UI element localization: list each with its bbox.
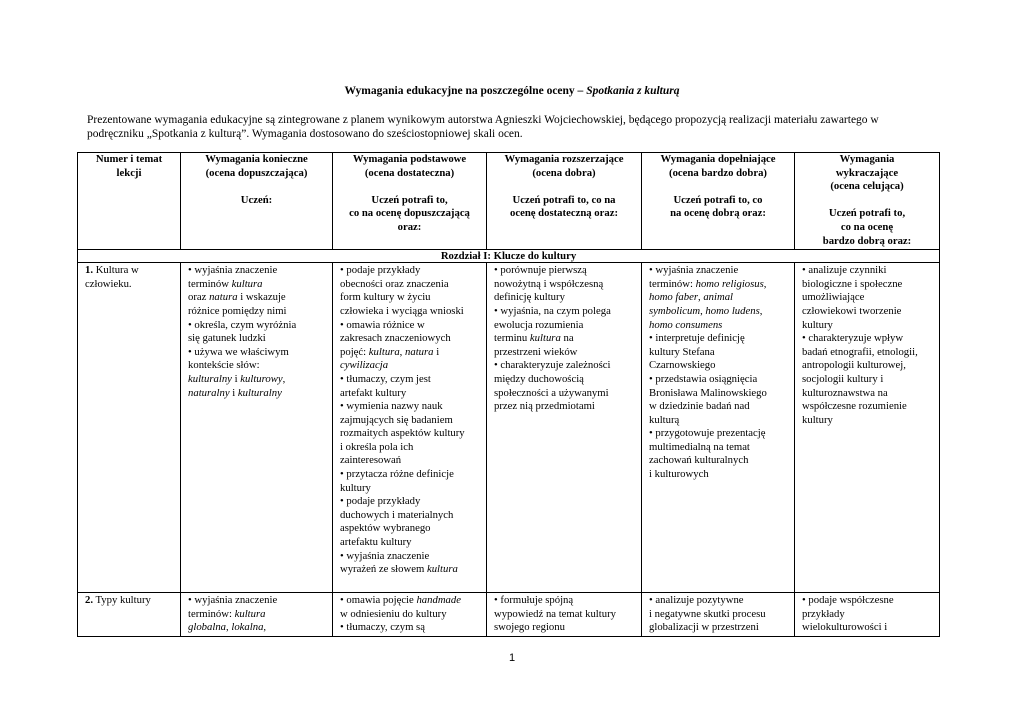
- header-line: co na ocenę: [840, 220, 894, 233]
- extended-cell: [487, 263, 642, 593]
- header-line: (ocena dobra): [532, 166, 596, 179]
- header-exceeding: [795, 153, 940, 250]
- cell-line: przykłady: [802, 607, 845, 620]
- cell-line: oraz natura i wskazuje: [188, 291, 286, 304]
- cell-line: • wyjaśnia znaczenie: [188, 594, 278, 607]
- header-line: [188, 180, 325, 194]
- header-line: [494, 180, 634, 194]
- complementary-cell: [642, 263, 795, 593]
- cell-line: • podaje współczesne: [802, 594, 894, 607]
- cell-line: • tłumaczy, czym jest: [340, 372, 431, 385]
- cell-line: ewolucja rozumienia: [494, 318, 584, 331]
- header-line: bardzo dobrą oraz:: [822, 234, 912, 247]
- term-italic: homo ludens: [705, 304, 760, 317]
- cell-line: człowiekowi tworzenie: [802, 304, 902, 317]
- cell-line: społeczności a używanymi: [494, 386, 609, 399]
- cell-line: • przygotowuje prezentację: [649, 427, 766, 440]
- term-italic: symbolicum: [649, 304, 701, 317]
- cell-line: • analizuje pozytywne: [649, 594, 744, 607]
- cell-line: przez nią przedmiotami: [494, 400, 595, 413]
- cell-line: zainteresowań: [340, 454, 402, 467]
- cell-line: wyrażeń ze słowem kultura: [340, 563, 458, 576]
- cell-line: i określa pola ich: [340, 440, 414, 453]
- cell-line: się gatunek ludzki: [188, 332, 266, 345]
- cell-line: definicję kultury: [494, 291, 565, 304]
- header-line: Wymagania dopełniające: [660, 153, 776, 165]
- section-title: Rozdział I: Klucze do kultury: [78, 250, 940, 263]
- term-italic: kulturalny: [237, 386, 282, 399]
- header-line: [649, 180, 787, 194]
- term-italic: homo consumens: [649, 318, 723, 331]
- cell-line: swojego regionu: [494, 621, 565, 634]
- term-italic: handmade: [416, 594, 461, 607]
- topic-number: 2.: [85, 594, 94, 607]
- intro-line: podręczniku „Spotkania z kulturą”. Wymagania dostosowano do sześciostopniowej skali ocen.: [87, 128, 523, 140]
- cell-line: różnice pomiędzy nimi: [188, 304, 287, 317]
- basic-cell: [333, 593, 487, 637]
- cell-line: zachowań kulturalnych: [649, 454, 749, 467]
- exceeding-cell: [795, 263, 940, 593]
- cell-line: między duchowością: [494, 372, 584, 385]
- cell-line: biologiczne i społeczne: [802, 277, 903, 290]
- term-italic: animal: [703, 291, 734, 304]
- term-italic: lokalna: [231, 621, 264, 634]
- cell-line: homo faber, animal: [649, 291, 734, 304]
- cell-line: • porównuje pierwszą: [494, 264, 587, 277]
- topic-title: Typy kultury: [93, 594, 151, 607]
- term-italic: kultura: [234, 607, 266, 620]
- extended-cell: [487, 593, 642, 637]
- cell-line: symbolicum, homo ludens,: [649, 304, 763, 317]
- table-row: [78, 593, 940, 637]
- cell-line: • podaje przykłady: [340, 495, 421, 508]
- cell-line: • wyjaśnia znaczenie: [188, 264, 278, 277]
- header-line: Wymagania: [839, 153, 895, 165]
- cell-line: • przytacza różne definicje: [340, 468, 454, 481]
- cell-line: przestrzeni wieków: [494, 345, 578, 358]
- cell-line: [340, 359, 479, 373]
- exceeding-cell: [795, 593, 940, 637]
- cell-line: Czarnowskiego: [649, 359, 716, 372]
- cell-line: artefaktu kultury: [340, 536, 412, 549]
- cell-line: kultury: [340, 481, 371, 494]
- cell-line: umożliwiające: [802, 291, 865, 304]
- header-line: (ocena celująca): [830, 180, 904, 193]
- cell-line: globalizacji w przestrzeni: [649, 621, 759, 634]
- term-italic: cywilizacja: [340, 359, 389, 372]
- cell-line: badań etnografii, etnologii,: [802, 345, 918, 358]
- page-number: 1: [508, 652, 516, 664]
- header-line: (ocena dopuszczająca): [205, 166, 308, 179]
- required-cell: [181, 593, 333, 637]
- cell-line: • przedstawia osiągnięcia: [649, 372, 758, 385]
- cell-line: nowożytną i współczesną: [494, 277, 604, 290]
- term-italic: natura: [209, 291, 238, 304]
- cell-line: naturalny i kulturalny: [188, 386, 282, 399]
- header-extended: [487, 153, 642, 250]
- required-cell: [181, 263, 333, 593]
- topic-cell: [78, 593, 181, 637]
- header-line: [340, 180, 479, 194]
- cell-line: i kulturowych: [649, 468, 709, 481]
- topic-title-continued: człowieku.: [85, 277, 132, 290]
- cell-line: socjologii kultury i: [802, 372, 884, 385]
- header-line: Uczeń potrafi to,: [828, 207, 906, 220]
- term-italic: homo religiosus: [695, 277, 764, 290]
- term-italic: globalna: [188, 621, 227, 634]
- cell-line: zakresach znaczeniowych: [340, 332, 451, 345]
- cell-line: • wyjaśnia znaczenie: [340, 549, 430, 562]
- term-italic: homo faber: [649, 291, 698, 304]
- cell-line: i negatywne skutki procesu: [649, 607, 766, 620]
- term-italic: kulturowy: [240, 372, 283, 385]
- cell-line: form kultury w życiu: [340, 291, 431, 304]
- cell-line: w dziedzinie badań nad: [649, 400, 750, 413]
- cell-line: • tłumaczy, czym są: [340, 621, 425, 634]
- cell-line: kulturoznawstwa na: [802, 386, 888, 399]
- header-line: Uczeń potrafi to, co: [673, 193, 763, 206]
- header-line: co na ocenę dopuszczającą: [349, 207, 470, 220]
- header-row: [78, 153, 940, 250]
- cell-line: • charakteryzuje zależności: [494, 359, 611, 372]
- topic-title: Kultura w: [93, 264, 139, 277]
- cell-line: • określa, czym wyróżnia: [188, 318, 297, 331]
- cell-line: kulturą: [649, 413, 680, 426]
- cell-line: aspektów wybranego: [340, 522, 431, 535]
- topic-number: 1.: [85, 264, 94, 277]
- cell-line: terminów: kultura: [188, 607, 266, 620]
- header-required: [181, 153, 333, 250]
- header-topic: [78, 153, 181, 250]
- header-line: Numer i temat: [95, 153, 163, 165]
- cell-line: • charakteryzuje wpływ: [802, 332, 904, 345]
- cell-line: wypowiedź na temat kultury: [494, 607, 616, 620]
- cell-line: • wymienia nazwy nauk: [340, 400, 443, 413]
- header-line: Uczeń:: [240, 193, 273, 206]
- cell-line: kultury: [802, 318, 833, 331]
- cell-line: zajmujących się badaniem: [340, 413, 453, 426]
- table-row: [78, 263, 940, 593]
- header-line: (ocena dostateczna): [364, 166, 455, 179]
- cell-line: antropologii kulturowej,: [802, 359, 906, 372]
- cell-line: • omawia różnice w: [340, 318, 425, 331]
- cell-line: • formułuje spójną: [494, 594, 574, 607]
- header-line: lekcji: [116, 166, 142, 179]
- term-italic: kultura: [426, 563, 458, 576]
- cell-line: terminu kultura na: [494, 332, 574, 345]
- document-title: Wymagania edukacyjne na poszczególne oceny – Spotkania z kulturą: [344, 85, 680, 97]
- header-line: Wymagania podstawowe: [352, 153, 467, 165]
- cell-line: pojęć: kultura, natura i: [340, 345, 440, 358]
- topic-cell: [78, 263, 181, 593]
- cell-line: kulturalny i kulturowy,: [188, 372, 286, 385]
- cell-line: • używa we właściwym: [188, 345, 289, 358]
- cell-line: • analizuje czynniki: [802, 264, 887, 277]
- term-italic: kulturalny: [188, 372, 232, 385]
- header-line: Wymagania rozszerzające: [504, 153, 624, 165]
- cell-line: kultury Stefana: [649, 345, 715, 358]
- cell-line: artefakt kultury: [340, 386, 407, 399]
- header-line: Uczeń potrafi to,: [371, 193, 448, 206]
- cell-line: • wyjaśnia znaczenie: [649, 264, 739, 277]
- header-line: (ocena bardzo dobra): [669, 166, 767, 179]
- term-italic: kultura: [368, 345, 400, 358]
- cell-line: • wyjaśnia, na czym polega: [494, 304, 611, 317]
- requirements-table: [77, 152, 940, 637]
- header-line: wykraczające: [835, 166, 899, 179]
- basic-cell: [333, 263, 487, 593]
- term-italic: natura: [405, 345, 434, 358]
- header-line: Uczeń potrafi to, co na: [512, 193, 616, 206]
- intro-paragraph: [87, 113, 947, 141]
- cell-line: duchowych i materialnych: [340, 508, 454, 521]
- cell-line: wielokulturowości i: [802, 621, 888, 634]
- cell-line: w odniesieniu do kultury: [340, 607, 447, 620]
- term-italic: kultura: [529, 332, 561, 345]
- cell-line: obecności oraz znaczenia: [340, 277, 449, 290]
- cell-line: • omawia pojęcie handmade: [340, 594, 461, 607]
- cell-line: [649, 319, 787, 333]
- cell-line: kontekście słów:: [188, 359, 260, 372]
- term-italic: naturalny: [188, 386, 230, 399]
- intro-line: Prezentowane wymagania edukacyjne są zintegrowane z planem wynikowym autorstwa Agnieszki Wojciechowskiej, będącego propozycją realizacji materiału zawartego w: [87, 114, 879, 126]
- cell-line: • podaje przykłady: [340, 264, 421, 277]
- cell-line: Bronisława Malinowskiego: [649, 386, 767, 399]
- cell-line: człowieka i wyciąga wnioski: [340, 304, 464, 317]
- header-line: na ocenę dobrą oraz:: [670, 207, 766, 220]
- complementary-cell: [642, 593, 795, 637]
- header-complementary: [642, 153, 795, 250]
- cell-line: terminów kultura: [188, 277, 263, 290]
- cell-line: globalna, lokalna,: [188, 621, 267, 634]
- cell-line: rozmaitych aspektów kultury: [340, 427, 465, 440]
- cell-line: terminów: homo religiosus,: [649, 277, 767, 290]
- section-row: [78, 250, 940, 263]
- cell-line: multimedialną na temat: [649, 440, 750, 453]
- header-line: ocenę dostateczną oraz:: [509, 207, 619, 220]
- cell-line: • interpretuje definicję: [649, 332, 745, 345]
- header-basic: [333, 153, 487, 250]
- cell-line: współczesne rozumienie: [802, 400, 907, 413]
- header-line: oraz:: [397, 220, 422, 233]
- cell-line: kultury: [802, 413, 833, 426]
- term-italic: kultura: [231, 277, 263, 290]
- header-line: Wymagania konieczne: [205, 153, 308, 165]
- header-line: [802, 194, 932, 208]
